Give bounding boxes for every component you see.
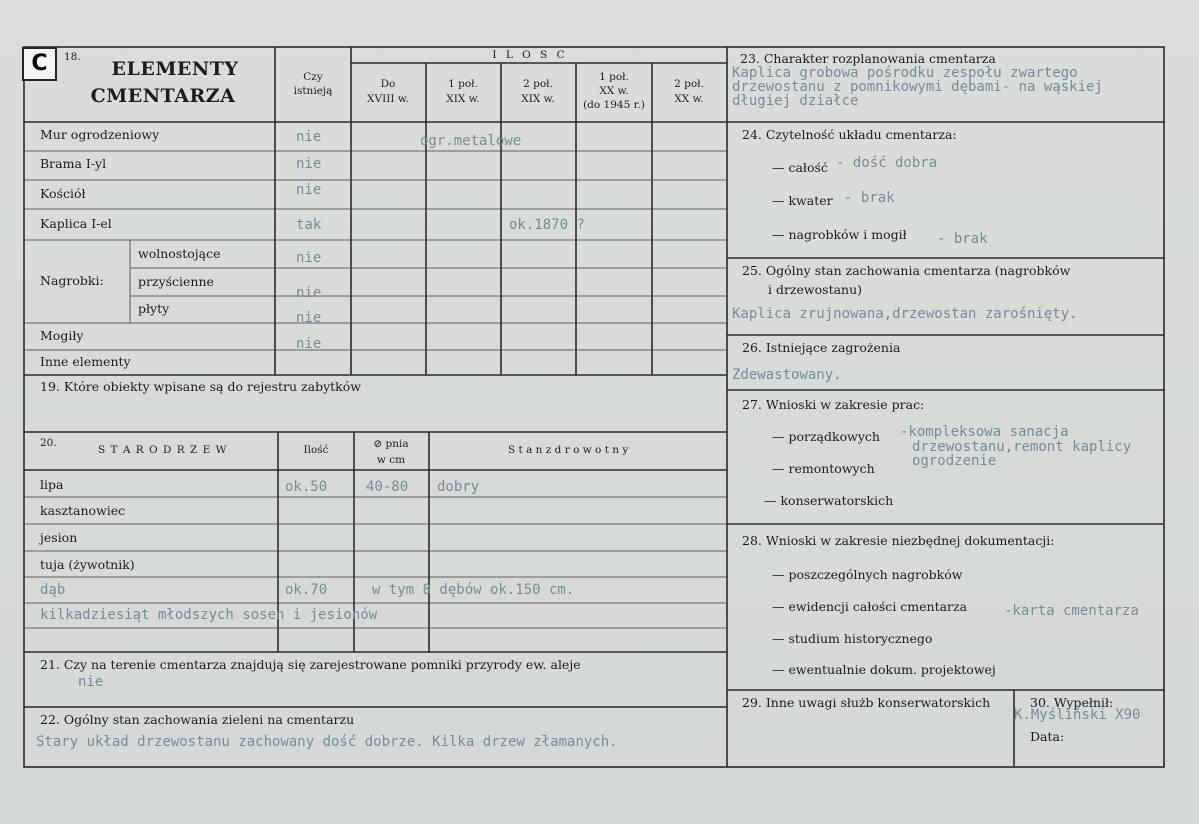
s21-label: 21. Czy na terenie cmentarza znajdują się zarejestrowane pomniki przyrody ew. aleje xyxy=(40,657,581,672)
s24-answer-calosc: - dość dobra xyxy=(836,155,938,171)
s20-pnia-header-1: ⊘ pnia xyxy=(373,438,409,450)
s28-item-2: — ewidencji całości cmentarza xyxy=(772,599,968,614)
s23-answer-line1: Kaplica grobowa pośrodku zespołu zwartego xyxy=(732,65,1078,81)
nagrobki-sub-przyscienne: przyścienne xyxy=(138,274,214,289)
row-label-mogily: Mogiły xyxy=(40,328,84,343)
row-exists-mur: nie xyxy=(296,129,322,145)
row-label-mur: Mur ogrodzeniowy xyxy=(40,127,160,142)
s30-date-label: Data: xyxy=(1030,729,1065,744)
s24-answer-kwater: - brak xyxy=(844,190,895,206)
tree-typed-dab: dąb xyxy=(40,582,66,598)
row-label-kaplica: Kaplica I-el xyxy=(40,216,112,231)
period-5-l1: 2 poł. xyxy=(674,78,704,90)
s20-number: 20. xyxy=(40,437,57,449)
s29-label: 29. Inne uwagi służb konserwatorskich xyxy=(742,695,991,710)
s25-label-1: 25. Ogólny stan zachowania cmentarza (nagrobków xyxy=(742,263,1071,278)
row-exists-kosciol: nie xyxy=(296,182,322,198)
s24-label: 24. Czytelność układu cmentarza: xyxy=(742,127,957,142)
s27-item-porzadkowych: — porządkowych xyxy=(772,429,880,444)
s28-item-3: — studium historycznego xyxy=(772,631,933,646)
tree-typed-mlodsze: kilkadziesiąt młodszych sosen i jesionów xyxy=(40,607,378,623)
nagrobki-exists-1: nie xyxy=(296,250,322,266)
period-3-l1: 2 poł. xyxy=(523,78,553,90)
nagrobki-sub-wolnostojace: wolnostojące xyxy=(138,246,221,261)
ilosc-header: I L O S C xyxy=(492,49,568,61)
s23-answer-line2: drzewostanu z pomnikowymi dębami- na wąskiej xyxy=(732,79,1103,95)
period-1-l1: Do xyxy=(380,78,396,90)
s25-label-2: i drzewostanu) xyxy=(768,282,863,297)
s27-label: 27. Wnioski w zakresie prac: xyxy=(742,397,925,412)
row-exists-kaplica: tak xyxy=(296,217,322,233)
s18-title-line1: ELEMENTY xyxy=(111,58,239,80)
tree-health-lipa: dobry xyxy=(437,479,480,495)
s28-item-4: — ewentualnie dokum. projektowej xyxy=(772,662,996,677)
s24-item-calosc: — całość xyxy=(772,160,828,175)
s28-answer: -karta cmentarza xyxy=(1004,603,1139,619)
s27-answer-line1: -kompleksowa sanacja xyxy=(900,424,1069,440)
period-4-l2: XX w. xyxy=(599,85,629,97)
s24-answer-nagrobkow: - brak xyxy=(937,231,988,247)
s24-item-kwater: — kwater xyxy=(772,193,833,208)
s20-title: S T A R O D R Z E W xyxy=(98,444,228,456)
tree-name-kasztanowiec: kasztanowiec xyxy=(40,503,126,518)
s27-item-remontowych: — remontowych xyxy=(772,461,875,476)
row-note-mur: ogr.metalowe xyxy=(420,133,522,149)
tree-name-jesion: jesion xyxy=(40,530,78,545)
s22-answer: Stary układ drzewostanu zachowany dość dobrze. Kilka drzew złamanych. xyxy=(36,734,618,750)
s27-item-konserwatorskich: — konserwatorskich xyxy=(764,493,894,508)
row-label-kosciol: Kościół xyxy=(40,186,86,201)
tree-typed-dab-count: ok.70 xyxy=(285,582,328,598)
s20-stan-header: S t a n z d r o w o t n y xyxy=(508,444,629,456)
tree-name-tuja: tuja (żywotnik) xyxy=(40,557,135,572)
s27-answer-line3: ogrodzenie xyxy=(912,453,997,469)
s21-answer: nie xyxy=(78,674,104,690)
s23-label: 23. Charakter rozplanowania cmentarza xyxy=(740,51,996,66)
s18-title-line2: CMENTARZA xyxy=(90,85,236,107)
s30-label: 30. Wypełnił: xyxy=(1030,695,1114,710)
s20-pnia-header-2: w cm xyxy=(376,454,406,466)
nagrobki-sub-plyty: płyty xyxy=(138,301,170,316)
s22-label: 22. Ogólny stan zachowania zieleni na cmentarzu xyxy=(40,712,355,727)
period-4-l3: (do 1945 r.) xyxy=(583,99,645,111)
section-letter-box: C xyxy=(22,47,57,81)
czy-istnieja-label-1: Czy xyxy=(303,71,323,83)
s20-ilosc-header: Ilość xyxy=(303,444,329,456)
s27-answer-line2: drzewostanu,remont kaplicy xyxy=(912,439,1132,455)
tree-count-lipa: ok.50 xyxy=(285,479,328,495)
period-1-l2: XVIII w. xyxy=(367,93,409,105)
s19-label: 19. Które obiekty wpisane są do rejestru zabytków xyxy=(40,379,361,394)
s23-answer-line3: długiej działce xyxy=(732,93,859,109)
s25-answer: Kaplica zrujnowana,drzewostan zarośnięty. xyxy=(732,306,1078,322)
czy-istnieja-label-2: istnieją xyxy=(293,85,333,97)
nagrobki-exists-2: nie xyxy=(296,285,322,301)
tree-diam-lipa: 40-80 xyxy=(366,479,409,495)
s24-item-nagrobkow: — nagrobków i mogił xyxy=(772,227,907,242)
s30-answer: K.Myśliński X90 xyxy=(1014,707,1141,723)
nagrobki-exists-3: nie xyxy=(296,310,322,326)
s28-label: 28. Wnioski w zakresie niezbędnej dokumentacji: xyxy=(742,533,1055,548)
s28-item-1: — poszczególnych nagrobków xyxy=(772,567,963,582)
row-label-brama: Brama I-yl xyxy=(40,156,107,171)
row-note-kaplica: ok.1870 ? xyxy=(509,217,585,233)
s18-number: 18. xyxy=(64,51,81,63)
period-2-l1: 1 poł. xyxy=(448,78,478,90)
row-label-inne: Inne elementy xyxy=(40,354,131,369)
s26-label: 26. Istniejące zagrożenia xyxy=(742,340,901,355)
tree-name-lipa: lipa xyxy=(40,477,64,492)
period-4-l1: 1 poł. xyxy=(599,71,629,83)
period-3-l2: XIX w. xyxy=(521,93,555,105)
row-exists-brama: nie xyxy=(296,156,322,172)
period-5-l2: XX w. xyxy=(674,93,704,105)
row-exists-mogily: nie xyxy=(296,336,322,352)
period-2-l2: XIX w. xyxy=(446,93,480,105)
row-label-nagrobki: Nagrobki: xyxy=(40,273,104,288)
s26-answer: Zdewastowany. xyxy=(732,367,842,383)
tree-typed-dab-rest: w tym 8 dębów ok.150 cm. xyxy=(372,582,575,598)
